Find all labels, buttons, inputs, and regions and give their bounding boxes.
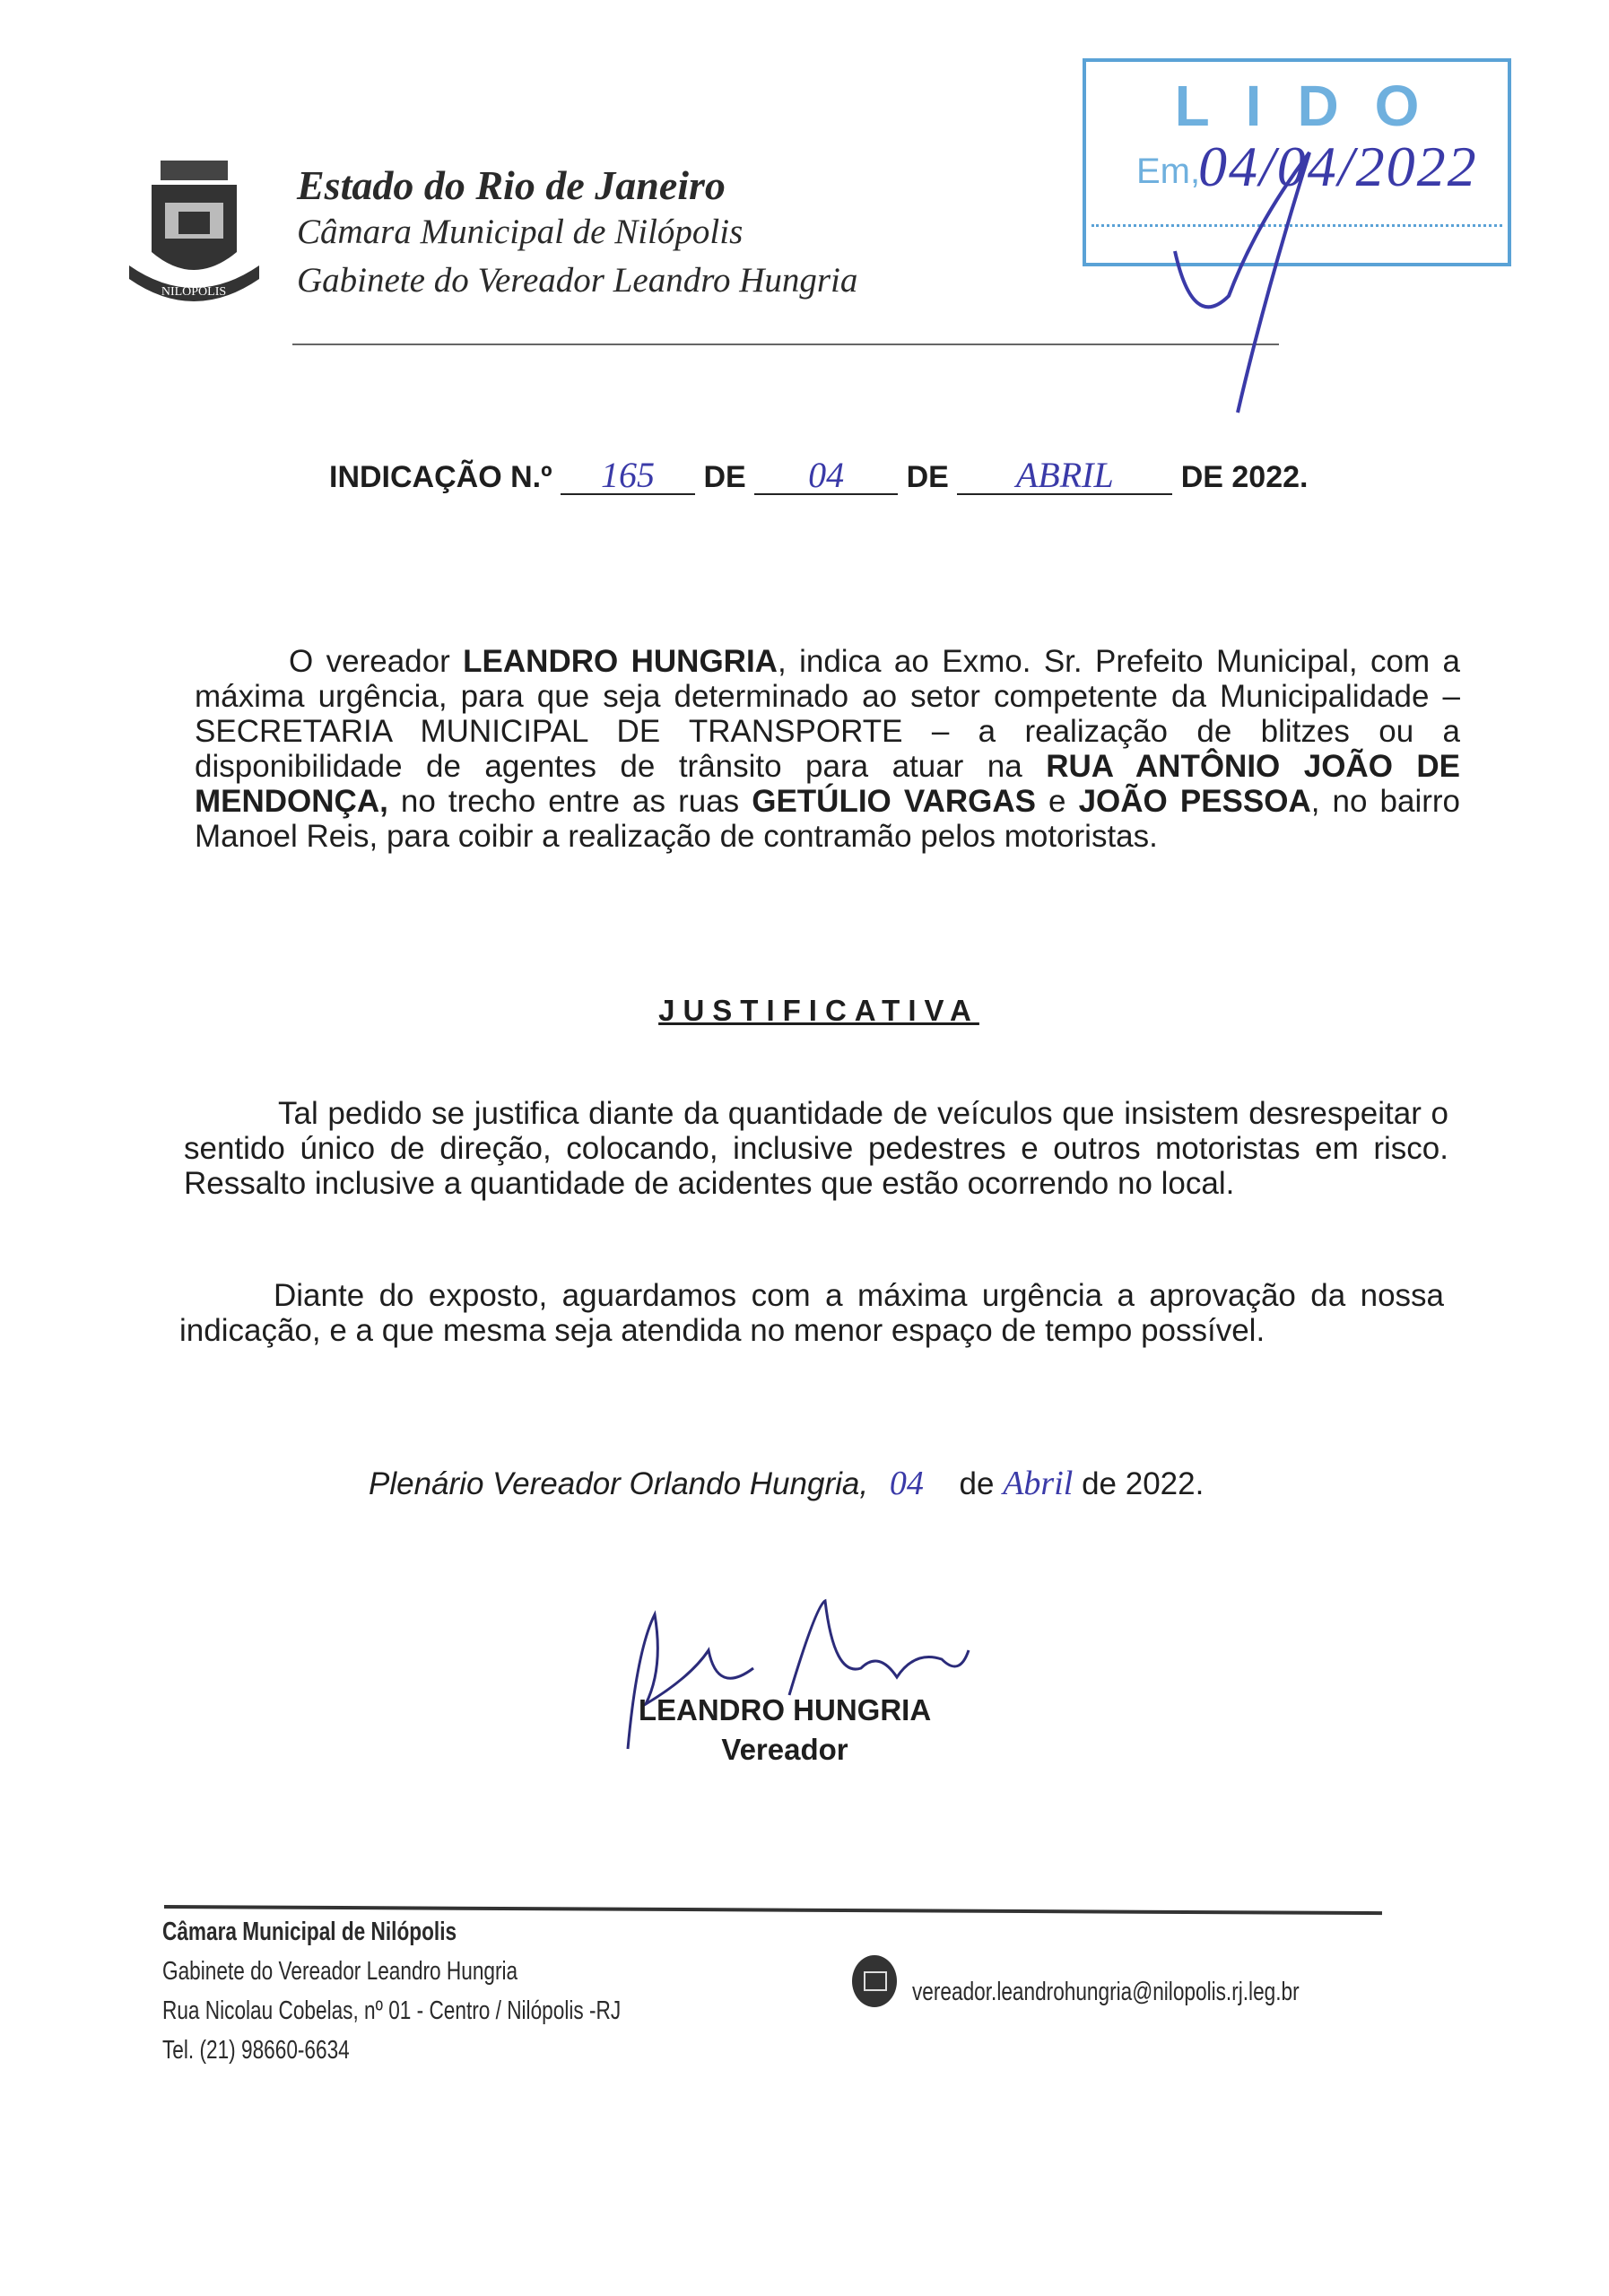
body-paragraph-2: Tal pedido se justifica diante da quantidade de veículos que insistem desrespeitar o sentido único de direção, colocando, inclusive pedestres e outros motoristas em risco. Ressalto inclusive a quantidade de acidentes que estão ocorrendo no local.: [184, 1096, 1448, 1201]
councillor-name: LEANDRO HUNGRIA: [463, 644, 778, 679]
closing-line: [369, 1464, 1204, 1503]
indicacao-month: ABRIL: [957, 457, 1172, 495]
signatory-name: LEANDRO HUNGRIA: [638, 1693, 932, 1726]
body-paragraph-1: [195, 644, 1460, 854]
header-divider: [292, 344, 1279, 345]
body-paragraph-3: Diante do exposto, aguardamos com a máxima urgência a aprovação da nossa indicação, e a que mesma seja atendida no menor espaço de tempo possível.: [179, 1278, 1444, 1348]
closing-day: 04: [889, 1465, 924, 1502]
stamp-label: LIDO: [1174, 74, 1456, 138]
text: no trecho entre as ruas: [387, 784, 752, 819]
indicacao-suffix: DE 2022.: [1180, 460, 1309, 494]
text: e: [1036, 784, 1079, 819]
indicacao-line: [329, 457, 1308, 495]
text: , no bairro Manoel Reis, para coibir a realização de contramão pelos motoristas.: [195, 784, 1460, 854]
footer-address: Rua Nicolau Cobelas, nº 01 - Centro / Nilópolis -RJ: [162, 1996, 622, 2025]
header-state: Estado do Rio de Janeiro: [297, 162, 726, 208]
justificativa-heading: JUSTIFICATIVA: [658, 994, 979, 1027]
text: O vereador: [289, 644, 464, 679]
closing-de: de: [959, 1466, 995, 1501]
street-name: GETÚLIO VARGAS: [752, 784, 1036, 819]
signatory-role: Vereador: [721, 1733, 848, 1766]
closing-month: Abril: [1003, 1465, 1074, 1502]
text: , indica ao Exmo. Sr. Prefeito Municipal, com a máxima urgência, para que seja determinado ao setor competente da Municipalidade – SECRETARIA MUNICIPAL DE TRANSPORTE – a realização de blitzes ou a disponibilidade de agentes de trânsito para atuar na: [195, 644, 1461, 784]
envelope-icon: [852, 1955, 897, 2007]
svg-text:NILÓPOLIS: NILÓPOLIS: [161, 285, 227, 299]
indicacao-day: 04: [754, 457, 898, 495]
footer-office: Gabinete do Vereador Leandro Hungria: [162, 1957, 518, 1986]
stamp-date: 04/04/2022: [1198, 135, 1478, 198]
coat-of-arms-logo: [125, 153, 264, 308]
closing-year: de 2022.: [1082, 1466, 1205, 1501]
footer-divider: [164, 1905, 1382, 1915]
street-name: JOÃO PESSOA: [1078, 784, 1311, 819]
footer-email[interactable]: vereador.leandrohungria@nilopolis.rj.leg.br: [912, 1978, 1300, 2006]
footer-phone: Tel. (21) 98660-6634: [162, 2036, 350, 2065]
header-chamber: Câmara Municipal de Nilópolis: [297, 213, 744, 251]
stamp-rubric-signature: [1157, 117, 1318, 422]
indicacao-de-1: DE: [703, 460, 746, 494]
indicacao-number: 165: [561, 457, 695, 495]
indicacao-prefix: INDICAÇÃO N.º: [329, 460, 552, 494]
street-name: RUA ANTÔNIO JOÃO DE MENDONÇA,: [195, 749, 1461, 819]
footer-chamber: Câmara Municipal de Nilópolis: [162, 1918, 457, 1946]
header-office: Gabinete do Vereador Leandro Hungria: [297, 261, 858, 300]
closing-place: Plenário Vereador Orlando Hungria,: [369, 1466, 869, 1501]
stamp-em: Em,: [1136, 152, 1201, 191]
indicacao-de-2: DE: [906, 460, 949, 494]
